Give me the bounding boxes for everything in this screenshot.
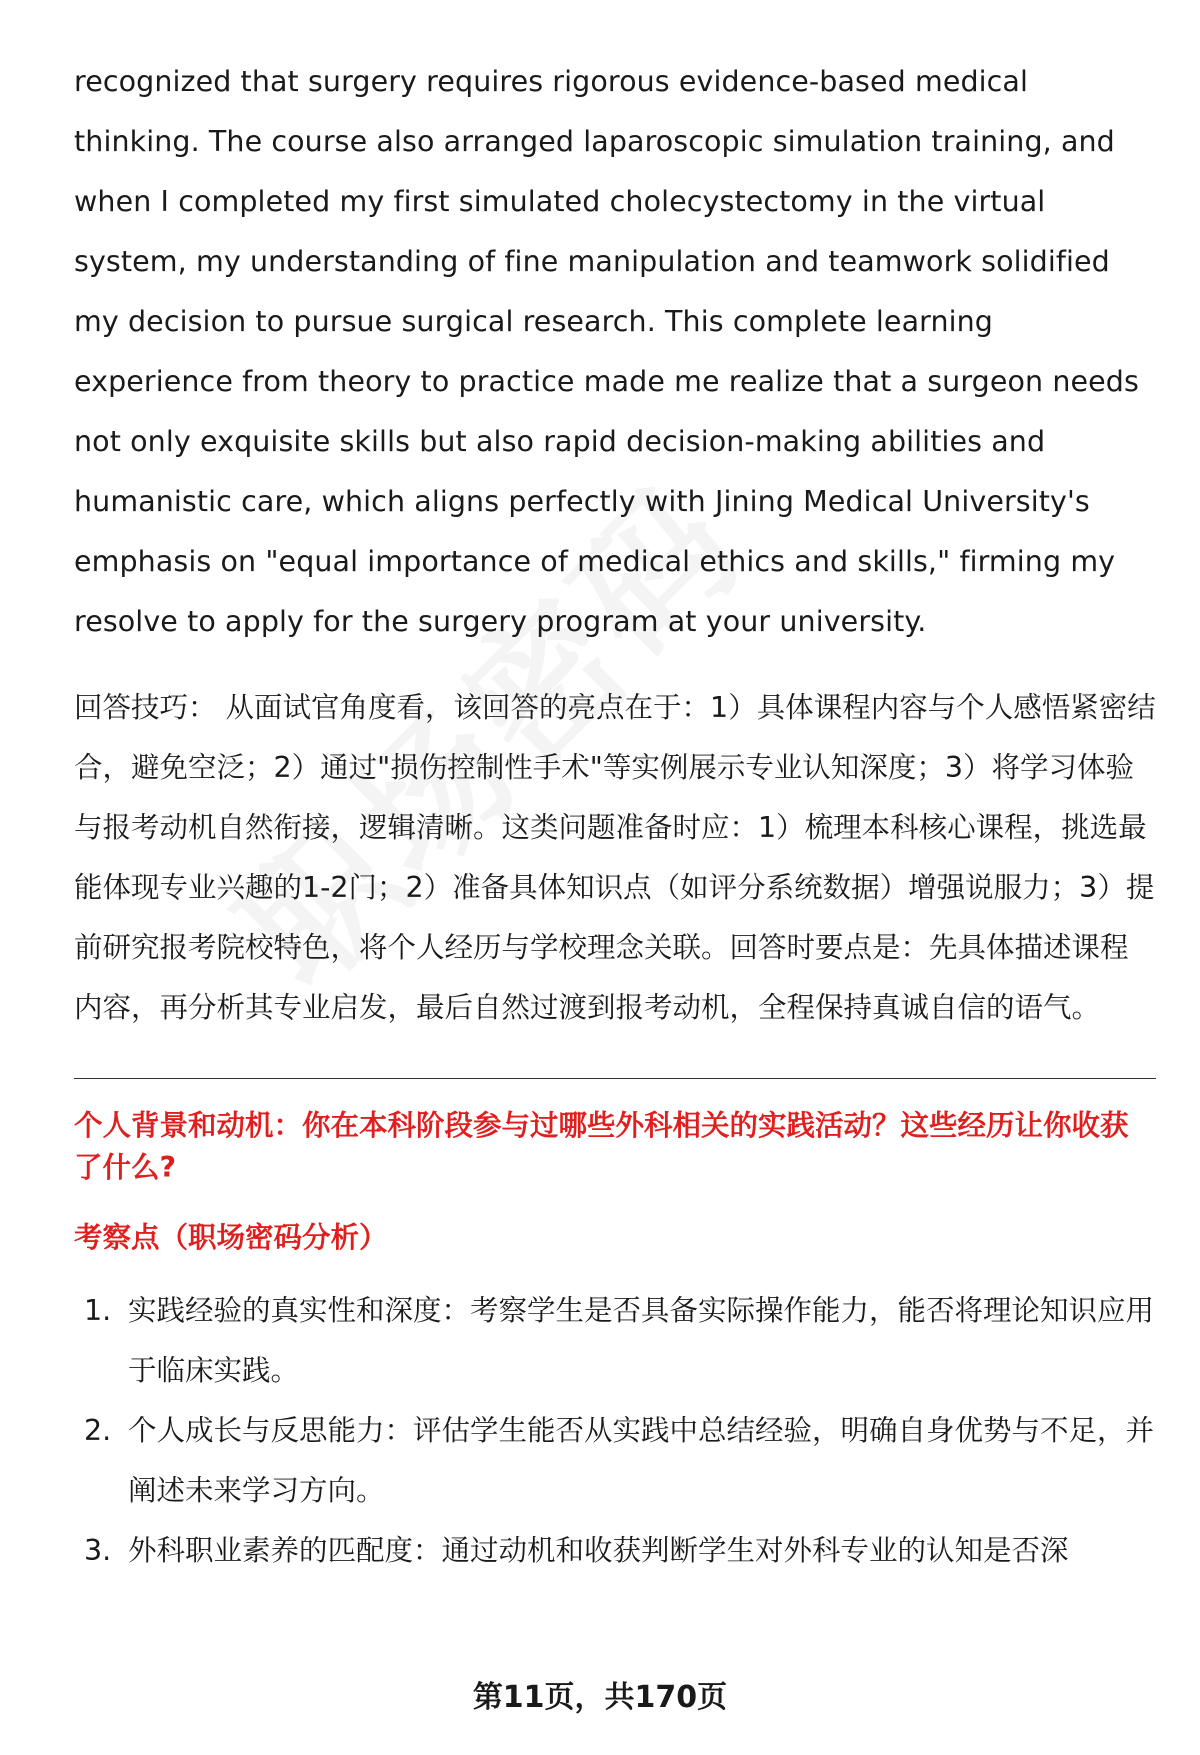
list-item-text: 个人成长与反思能力：评估学生能否从实践中总结经验，明确自身优势与不足，并阐述未来学习方向。 <box>128 1414 1155 1507</box>
assessment-points-list <box>74 1281 1156 1581</box>
page-number-footer: 第11页，共170页 <box>472 1680 728 1715</box>
list-item <box>74 1521 1156 1581</box>
list-item-text: 外科职业素养的匹配度：通过动机和收获判断学生对外科专业的认知是否深 <box>128 1534 1069 1567</box>
list-item <box>74 1281 1156 1401</box>
assessment-points-heading: 考察点（职场密码分析） <box>74 1221 388 1254</box>
document-page <box>74 52 1156 1581</box>
english-answer-paragraph: recognized that surgery requires rigorous evidence-based medical thinking. The course also arranged laparoscopic simulation training, and when I completed my first simulated cholecystectomy in the virtual system, my understanding of fine manipulation and teamwork solidified my decision to pursue surgical research. This complete learning experience from theory to practice made me realize that a surgeon needs not only exquisite skills but also rapid decision-making abilities and humanistic care, which aligns perfectly with Jining Medical University's emphasis on "equal importance of medical ethics and skills," firming my resolve to apply for the surgery program at your university. <box>74 65 1139 638</box>
list-item-number: 2. <box>84 1414 112 1447</box>
list-item <box>74 1401 1156 1521</box>
question-heading: 个人背景和动机：你在本科阶段参与过哪些外科相关的实践活动？这些经历让你收获了什么? <box>74 1109 1129 1184</box>
list-item-text: 实践经验的真实性和深度：考察学生是否具备实际操作能力，能否将理论知识应用于临床实践。 <box>128 1294 1155 1387</box>
section-divider <box>74 1078 1156 1079</box>
list-item-number: 1. <box>84 1294 112 1327</box>
list-item-number: 3. <box>84 1534 112 1567</box>
answer-tips-paragraph: 回答技巧： 从面试官角度看，该回答的亮点在于：1）具体课程内容与个人感悟紧密结合，避免空泛；2）通过"损伤控制性手术"等实例展示专业认知深度；3）将学习体验与报考动机自然衔接，逻辑清晰。这类问题准备时应：1）梳理本科核心课程，挑选最能体现专业兴趣的1-2门；2）准备具体知识点（如评分系统数据）增强说服力；3）提前研究报考院校特色，将个人经历与学校理念关联。回答时要点是：先具体描述课程内容，再分析其专业启发，最后自然过渡到报考动机，全程保持真诚自信的语气。 <box>74 691 1156 1024</box>
